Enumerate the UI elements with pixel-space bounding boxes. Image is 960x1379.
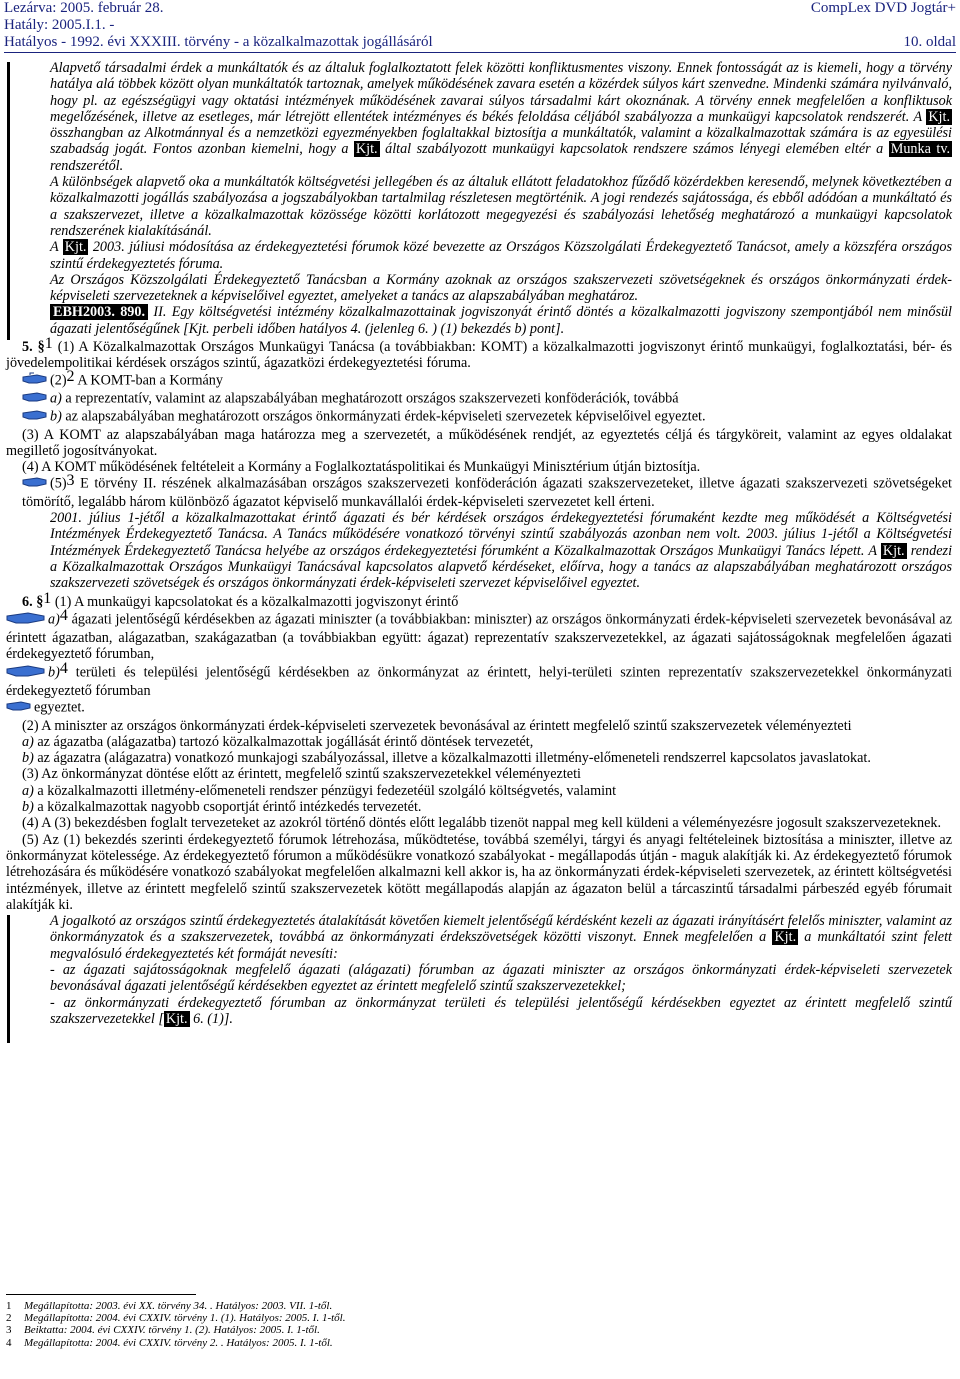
annotation-paragraph: A különbségek alapvető oka a munkáltatók költségvetési jellegében és az általuk ellátott feladatokhoz fűződő közérdekben keresendő, melynek következtében a közalkalmazotti jogállás szabályozása a jogszabályokban tartalmilag részletesen megtörténik. A jogi rendezés sajátossága, és ebből adódóan a munkáltató és a szakszervezet, illetve a közalkalmazottak közössége közötti korlátozott megegyezési és szabályozási lehetőség meghatározó a munkaügyi kapcsolatok rendszerének kialakításánál.	[50, 174, 952, 239]
paragraph-text: egyeztet.	[34, 699, 85, 716]
section-6-paragraph-1	[6, 589, 952, 610]
header-closed-date: Lezárva: 2005. február 28.	[4, 0, 164, 16]
annotation-paragraph: Az Országos Közszolgálati Érdekegyeztető Tanácsban a Kormány azoknak az országos szakszervezeti szövetségeknek és országos önkormányzati érdek-képviseleti szervezeteknek a képviselőivel egyeztet, amelyeket a tanács az alapszabályában meghatároz.	[50, 271, 952, 305]
footnote-ref[interactable]: 1	[44, 335, 53, 353]
pointing-hand-icon[interactable]	[22, 408, 48, 426]
paragraph-text: A KOMT-ban a Kormány	[77, 372, 223, 389]
annotation-paragraph: - az ágazati sajátosságoknak megfelelő ágazati (alágazati) fórumban az ágazati miniszter az országos önkormányzati érdek-képviseleti szervezetek bevonásával ágazati jelentőségű kérdésekben egyeztet az érintett megfelelő szintű szakszervezetekkel;	[50, 962, 952, 995]
point-text: az ágazatra (alágazatra) vonatkozó munkajogi szabályozással, illetve a közalkalmazotti illetmény-előmeneteli rendszerrel kapcsolatos javaslatokat.	[37, 750, 871, 767]
footnote-item	[6, 1300, 346, 1312]
kjt-link[interactable]: Kjt.	[165, 1010, 188, 1027]
section-6-paragraph-2-point-a	[6, 734, 952, 750]
annotation-paragraph	[50, 304, 952, 337]
section-5-annotation	[6, 510, 952, 591]
point-text: az alapszabályában meghatározott országos önkormányzati érdek-képviseleti szervezetek képviselőivel egyeztet.	[65, 408, 706, 425]
section-6-point-b	[6, 660, 953, 700]
footnote-item	[6, 1312, 346, 1324]
section-6-annotation	[6, 913, 952, 1027]
point-text: ágazati jelentőségű kérdésekben az ágazati miniszter (a továbbiakban: miniszter) az országos önkormányzati érdek-képviseleti szervezetek bevonásával az érintett ágazatban, alágazatban, szakágazatban (a továbbiakban együtt: ágazat) reprezentatív szakszervezetekkel, az ágazati sajátosságoknak megfelelően ágazati érdekegyeztető fórumban,	[6, 611, 953, 663]
point-label: a)	[50, 390, 62, 407]
footnote-number: 4	[6, 1336, 12, 1349]
footnote-number: 3	[6, 1324, 12, 1337]
annotation-text: - az önkormányzati érdekegyeztető fórumban az önkormányzat területi és települési jelentőségű kérdésekben egyeztet az érintett megfelelő szintű szakszervezetekkel [	[50, 994, 952, 1027]
footnote-ref[interactable]: 2	[66, 368, 75, 386]
section-6-point-a	[6, 607, 953, 663]
annotation-paragraph	[50, 913, 952, 962]
footnote-number: 2	[6, 1312, 12, 1325]
header-product: CompLex DVD Jogtár+	[810, 0, 956, 16]
section-5-paragraph-1	[6, 335, 953, 372]
section-6-paragraph-3-point-b	[6, 799, 952, 815]
section-5-paragraph-2	[6, 368, 952, 390]
footnote-text: Beiktatta: 2004. évi CXXIV. törvény 1. (2). Hatályos: 2005. I. 1-től.	[24, 1324, 320, 1337]
footnote-number: 1	[6, 1300, 12, 1312]
annotation-bar	[7, 62, 10, 340]
annotation-text: Alapvető társadalmi érdek a munkáltatók és az általuk foglalkoztatott felek közötti konfliktusmentes viszony. Ennek fontosságát az is kiemeli, hogy a törvény hatálya alá többek között olyan munkáltatók tartoznak, amelyek működésének zavara esetén a közérdek súlyos kárt szenvedne. Mindenki számára nyilvánvaló, hogy pl. az egészségügyi vagy oktatási intézmények működésének zavarai súlyos társadalmi kárt okoznának. A törvény ennek megfelelően a konfliktusok megelőzésének, illetve az esetleges, már létrejött ellentétek intézményes és békés feloldása céljából szabályozza a munkaügyi kapcsolatok rendszerét. A	[50, 60, 952, 125]
point-text: a közalkalmazotti illetmény-előmeneteli rendszer pénzügyi fedezetéül szolgáló költségvetés, valamint	[37, 782, 617, 799]
header-act-title: Hatályos - 1992. évi XXXIII. törvény - a közalkalmazottak jogállásáról	[4, 34, 433, 50]
footnotes	[6, 1300, 346, 1349]
annotation-paragraph	[50, 995, 952, 1028]
pointing-hand-icon[interactable]	[22, 372, 48, 390]
section-6-paragraph-5: (5) Az (1) bekezdés szerinti érdekegyeztető fórumok létrehozása, működtetése, továbbá személyi, tárgyi és anyagi feltételeinek biztosítása a miniszter, illetve az önkormányzat kötelessége. Az érdekegyeztető fórumon a működésükre vonatkozó szabályokat - megállapodás útján - maguk alakítják ki. Az érdekegyeztető fórumok létrehozására és működésére vonatkozó szabályokat megfelelően alkalmazni kell akkor is, ha az önkormányzati érdek-képviseleti szervezetek, az érintett költségvetési intézmények, illetve az érintett megfelelő szintű szakszervezetek kötött megállapodás alapján az ágazaton belül a tárcaszintű társadalmi párbeszéd egyéb fórumait alakítják ki.	[6, 831, 952, 913]
annotation-text: a munkáltatói szint felett megvalósuló érdekegyeztetés két formáját nevesíti:	[50, 929, 952, 962]
footnote-item	[6, 1337, 346, 1349]
point-text: területi és települési jelentőségű kérdésekben az önkormányzat az érintett, helyi-területi szinten reprezentatív szakszervezetekkel önkormányzati érdekegyeztető fórumban	[6, 664, 953, 699]
annotation-text: 2001. július 1-jétől a közalkalmazottakat érintő ágazati és bér kérdések országos érdekegyeztetési fórumaként kezdte meg működését a Költségvetési Intézmények Érdekegyeztető Tanácsa. A Tanács működésére vonatkozó törvényi szintű szabályozás azonban nem volt. 2003. július 1-jétől a Költségvetési Intézmények Érdekegyeztető Tanácsa helyébe az országos érdekegyeztetési fórumként a Közalkalmazottak Országos Munkaügyi Tanács lépett. A	[50, 510, 952, 559]
point-label: b)	[50, 408, 62, 425]
footnote-ref[interactable]: 4	[59, 660, 68, 678]
page-number: 10. oldal	[903, 34, 956, 50]
pointing-hand-icon[interactable]	[6, 610, 46, 630]
footnote-text: Megállapította: 2004. évi CXXIV. törvény 2. . Hatályos: 2005. I. 1-től.	[24, 1336, 333, 1349]
kjt-link[interactable]: Kjt.	[882, 542, 905, 559]
annotation-paragraph	[50, 60, 952, 174]
ebh-link[interactable]: EBH2003. 890.	[50, 304, 148, 320]
section-number: 5.	[22, 339, 33, 356]
paragraph-text: E törvény II. részének alkalmazásában országos szakszervezeti konföderáción ágazati szakszervezeteket, illetve ágazati szakszervezeti szövetségeket tömörítő, legalább három különböző ágazatot képviselő munkavállalói érdek-képviseleti szervezetet kell érteni.	[22, 475, 952, 510]
footnote-ref[interactable]: 1	[43, 589, 52, 607]
document-body	[6, 60, 952, 1027]
annotation-text: összhangban az Alkotmánnyal és a nemzetközi egyezményekben foglaltakkal biztosítja a munkáltatók, valamint a közalkalmazottak számára is az egyesülési szabadság jogát. Fontos azonban kiemelni, hogy a	[50, 125, 952, 158]
footnote-rule	[6, 1294, 196, 1295]
point-label: b)	[48, 664, 60, 681]
footnote-text: Megállapította: 2004. évi CXXIV. törvény 1. (1). Hatályos: 2005. I. 1-től.	[24, 1312, 346, 1325]
annotation-text: II. Egy költségvetési intézmény közalkalmazottainak jogviszonyát érintő döntés a közalkalmazotti jogviszony szempontjából nem minősül ágazati jelentőségűnek [Kjt. perbeli időben hatályos 4. (jelenleg 6. ) (1) bekezdés b) pont].	[50, 304, 952, 337]
paragraph-text: (1) A munkaügyi kapcsolatokat és a közalkalmazotti jogviszonyt érintő	[54, 593, 459, 610]
section-6-closing	[6, 699, 952, 717]
point-text: az ágazatba (alágazatba) tartozó közalkalmazottak jogállását érintő döntések tervezetét,	[37, 733, 534, 750]
point-label: a)	[22, 733, 34, 750]
section-5-point-a	[6, 390, 952, 408]
footnote-ref[interactable]: 3	[66, 471, 75, 489]
section-symbol: §	[36, 593, 44, 610]
annotation-text: 2003. júliusi módosítása az érdekegyeztetési fórumok közé bevezette az Országos Közszolgálati Érdekegyeztető Tanácsot, amely a közszféra országos szintű érdekegyeztetés fóruma.	[50, 239, 953, 272]
paragraph-number: (5)	[50, 475, 67, 492]
section-6-paragraph-4: (4) A (3) bekezdésben foglalt tervezeteket az azokról történő döntés előtt legalább tizenöt nappal meg kell küldeni a véleményezésre jogosult szakszervezeteknek.	[22, 815, 942, 832]
section-symbol: §	[37, 339, 45, 356]
pointing-hand-icon[interactable]	[22, 390, 48, 408]
pointing-hand-icon[interactable]	[6, 663, 46, 683]
annotation-text: által szabályozott munkaügyi kapcsolatok rendszere számos lényegi elemében eltér a	[385, 141, 884, 158]
annotation-bar	[7, 915, 10, 1043]
header-effect-date: Hatály: 2005.I.1. -	[4, 17, 115, 33]
section-number: 6.	[22, 593, 33, 610]
page-header	[4, 0, 956, 52]
kjt-link[interactable]: Kjt.	[774, 929, 797, 946]
point-text: a reprezentatív, valamint az alapszabályában meghatározott országos szakszervezeti konföderációk, továbbá	[65, 390, 679, 407]
annotation-text: A	[50, 239, 59, 256]
section-6-paragraph-3-point-a	[6, 783, 952, 799]
paragraph-number: (2)	[50, 372, 67, 389]
pointing-hand-icon[interactable]	[6, 699, 32, 717]
annotation-text: rendezi a Közalkalmazottak Országos Munkaügyi Tanácsával kapcsolatos alapvető kérdéseket, előírva, hogy a tanács az alapszabályában meghatározott országos szakszervezeti szövetségek és országos önkormányzati érdek-képviseleti szervezet képviselőivel egyeztet.	[50, 542, 953, 592]
section-6-paragraph-3: (3) Az önkormányzat döntése előtt az érintett, megfelelő szintű szakszervezetekkel véleményezteti	[22, 766, 581, 783]
section-5-point-b	[6, 408, 952, 426]
annotation-text: 6. (1)].	[193, 1010, 233, 1027]
section-6-paragraph-2: (2) A miniszter az országos önkormányzati érdek-képviseleti szervezetek bevonásával az érintett megfelelő szintű szakszervezetek véleményezteti	[22, 717, 852, 734]
annotation-text: A jogalkotó az országos szintű érdekegyeztetés átalakítását követően kiemelt jelentőségű kérdésként kezeli az ágazati irányításért felelős miniszter, valamint az önkormányzatok és a szakszervezetek, továbbá az önkormányzati érdekszövetségek közötti viszonyt. Ennek megfelelően a	[50, 913, 952, 946]
paragraph-text: (1) A Közalkalmazottak Országos Munkaügyi Tanácsa (a továbbiakban: KOMT) a közalkalmazotti jogviszonyt érintő munkaügyi, foglalkoztatási, bér- és jövedelempolitikai kérdések országos szintű, ágazatközi érdekegyeztetési fóruma.	[6, 339, 953, 372]
footnote-text: Megállapította: 2003. évi XX. törvény 34. . Hatályos: 2003. VII. 1-től.	[24, 1300, 333, 1312]
point-label: a)	[48, 611, 60, 628]
kjt-link[interactable]: Kjt.	[355, 141, 378, 158]
point-text: a közalkalmazottak nagyobb csoportját érintő intézkedés tervezetét.	[37, 799, 422, 816]
section-5-paragraph-4: (4) A KOMT működésének feltételeit a Kormány a Foglalkoztatáspolitikai és Munkaügyi Minisztérium útján biztosítja.	[22, 459, 701, 476]
kjt-link[interactable]: Kjt.	[64, 239, 87, 256]
section-5-paragraph-3: (3) A KOMT az alapszabályában maga határozza meg a szervezetét, a működésének rendjét, az egyeztetés céljá és tárgyköreit, valamint az egyes oldalakat megillető jogosítványokat.	[6, 426, 952, 459]
header-left	[4, 0, 433, 51]
point-label: b)	[22, 799, 34, 816]
header-rule	[4, 52, 956, 53]
munka-tv-link[interactable]: Munka tv.	[890, 141, 951, 158]
section-6-paragraph-2-point-b	[6, 750, 952, 766]
section-5-paragraph-5	[6, 471, 952, 510]
annotation-paragraph	[50, 239, 952, 272]
footnote-item	[6, 1324, 346, 1336]
annotation-block-1	[6, 60, 952, 337]
kjt-link[interactable]: Kjt.	[928, 108, 950, 125]
point-label: a)	[22, 782, 34, 799]
pointing-hand-icon[interactable]	[22, 475, 48, 493]
point-label: b)	[22, 750, 34, 767]
footnote-ref[interactable]: 4	[59, 607, 68, 625]
annotation-text: rendszerétől.	[50, 157, 124, 174]
